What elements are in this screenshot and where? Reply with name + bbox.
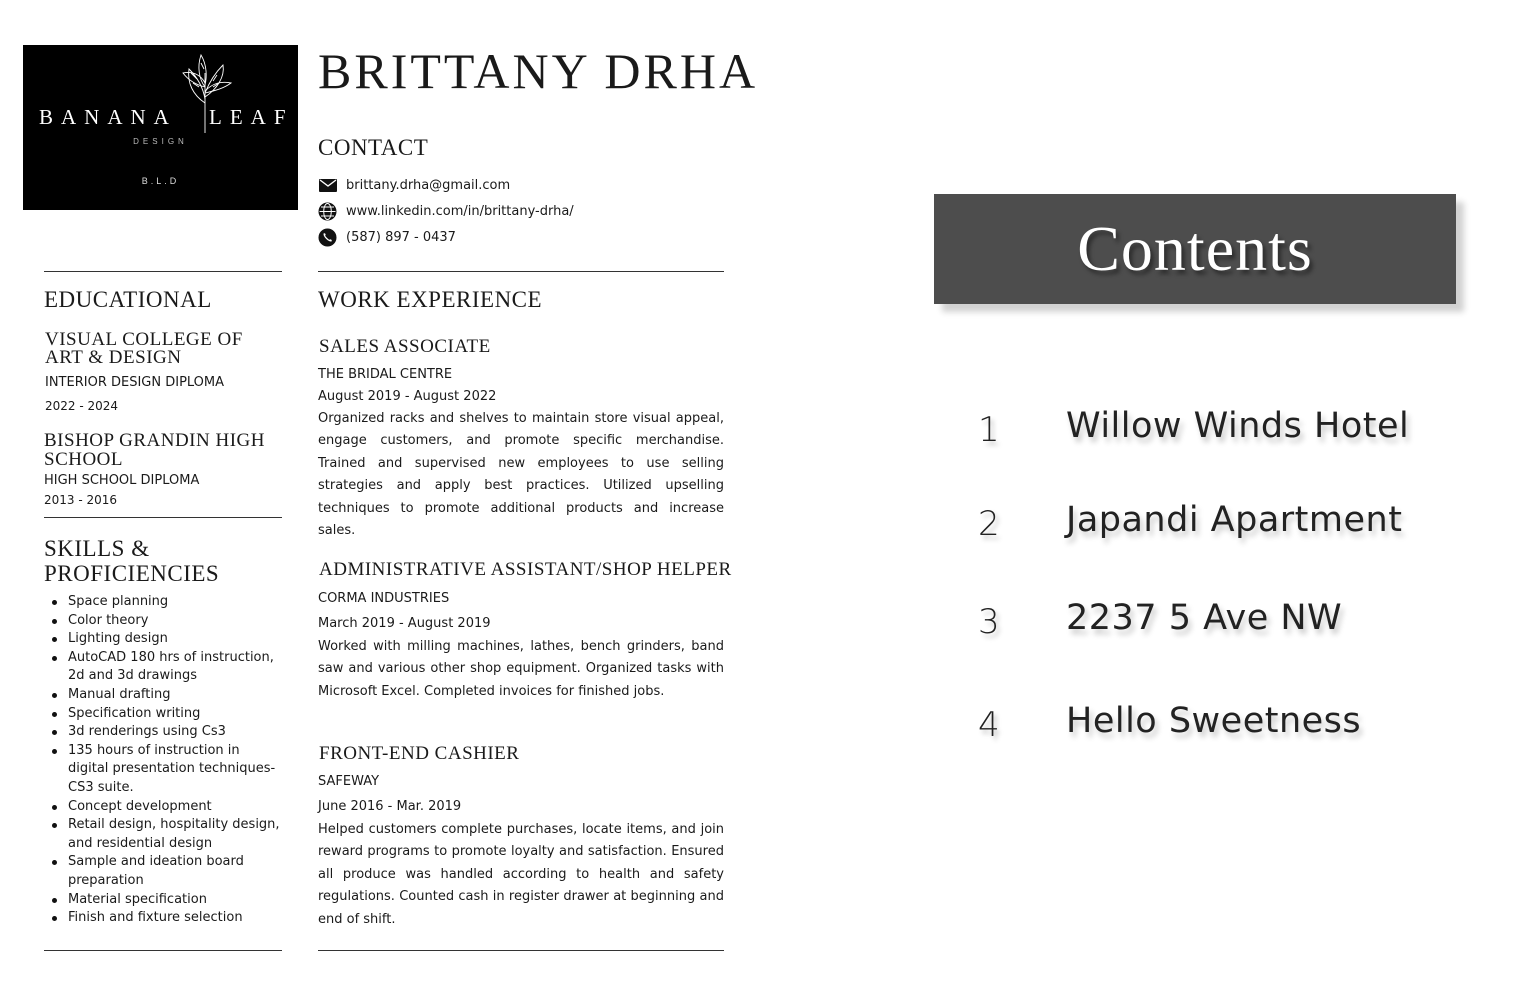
phone-icon (318, 228, 337, 247)
list-item: Finish and fixture selection (44, 909, 284, 928)
toc-item-hello-sweetness[interactable]: Hello Sweetness (1066, 701, 1362, 741)
toc-number: 4 (978, 705, 1000, 745)
list-item: Material specification (44, 891, 284, 910)
toc-number: 2 (978, 504, 1000, 544)
divider (318, 271, 724, 272)
contact-linkedin[interactable]: www.linkedin.com/in/brittany-drha/ (346, 203, 574, 219)
education-years: 2022 - 2024 (45, 399, 119, 413)
contact-email[interactable]: brittany.drha@gmail.com (346, 177, 511, 193)
contents-title: Contents (1077, 213, 1313, 284)
divider (318, 950, 724, 951)
divider (44, 271, 282, 272)
job-description: Organized racks and shelves to maintain store visual appeal, engage customers, and promote specific merchandise. Trained and supervised new employees to use selling strategies and apply best practices. Utilized upselling techniques to promote additional products and increase sales. (318, 411, 724, 539)
divider (44, 517, 282, 518)
list-item: Sample and ideation board preparation (44, 853, 284, 890)
job-title: FRONT-END CASHIER (319, 743, 520, 764)
globe-icon (318, 202, 337, 221)
list-item: Manual drafting (44, 686, 284, 705)
job-company: THE BRIDAL CENTRE (318, 367, 453, 382)
list-item: Space planning (44, 593, 284, 612)
list-item: Lighting design (44, 630, 284, 649)
toc-number: 3 (978, 602, 1000, 642)
education-program: INTERIOR DESIGN DIPLOMA (45, 375, 225, 390)
page-title: BRITTANY DRHA (318, 43, 759, 99)
job-dates: August 2019 - August 2022 (318, 389, 497, 404)
skills-heading: SKILLS & (44, 536, 150, 561)
logo-subtitle: DESIGN (133, 137, 188, 146)
contents-banner (934, 194, 1456, 304)
job-company: CORMA INDUSTRIES (318, 591, 450, 606)
company-logo (23, 45, 298, 210)
toc-item-2237-5-ave-nw[interactable]: 2237 5 Ave NW (1066, 598, 1343, 638)
list-item: Retail design, hospitality design, and residential design (44, 816, 284, 853)
list-item: AutoCAD 180 hrs of instruction, 2d and 3d drawings (44, 649, 284, 686)
job-company: SAFEWAY (318, 774, 380, 789)
logo-word-right: LEAF (209, 105, 294, 129)
email-icon (318, 176, 337, 195)
education-heading: EDUCATIONAL (44, 287, 212, 312)
list-item: 135 hours of instruction in digital presentation techniques-CS3 suite. (44, 742, 284, 798)
work-heading: WORK EXPERIENCE (318, 287, 543, 312)
contact-phone[interactable]: (587) 897 - 0437 (346, 229, 456, 245)
contact-heading: CONTACT (318, 135, 429, 160)
list-item: 3d renderings using Cs3 (44, 723, 284, 742)
education-school: ART & DESIGN (45, 347, 182, 368)
skills-heading: PROFICIENCIES (44, 561, 220, 586)
job-description: Helped customers complete purchases, locate items, and join reward programs to promote loyalty and satisfaction. Ensured all produce was handled according to health and safety regulations. Counted cash in register drawer at beginning and end of shift. (318, 822, 724, 927)
toc-number: 1 (978, 410, 1000, 450)
skills-list (44, 593, 284, 928)
list-item: Concept development (44, 798, 284, 817)
logo-initials: B.L.D (141, 176, 180, 186)
job-dates: June 2016 - Mar. 2019 (318, 799, 462, 814)
education-school: BISHOP GRANDIN HIGH (44, 430, 265, 451)
job-dates: March 2019 - August 2019 (318, 616, 491, 631)
toc-item-willow-winds-hotel[interactable]: Willow Winds Hotel (1066, 406, 1410, 446)
contact-email-row (318, 175, 510, 195)
education-school: SCHOOL (44, 449, 124, 470)
contact-phone-row (318, 227, 456, 247)
toc-item-japandi-apartment[interactable]: Japandi Apartment (1066, 500, 1403, 540)
list-item: Color theory (44, 612, 284, 631)
contact-linkedin-row (318, 201, 574, 221)
job-title: ADMINISTRATIVE ASSISTANT/SHOP HELPER (319, 559, 732, 580)
list-item: Specification writing (44, 705, 284, 724)
job-description: Worked with milling machines, lathes, bench grinders, band saw and various other shop equipment. Organized tasks with Microsoft Excel. Completed invoices for finished jobs. (318, 639, 724, 699)
education-years: 2013 - 2016 (44, 493, 118, 507)
education-school: VISUAL COLLEGE OF (45, 329, 243, 350)
job-title: SALES ASSOCIATE (319, 336, 491, 357)
logo-word-left: BANANA (39, 105, 177, 129)
divider (44, 950, 282, 951)
education-program: HIGH SCHOOL DIPLOMA (44, 473, 200, 488)
